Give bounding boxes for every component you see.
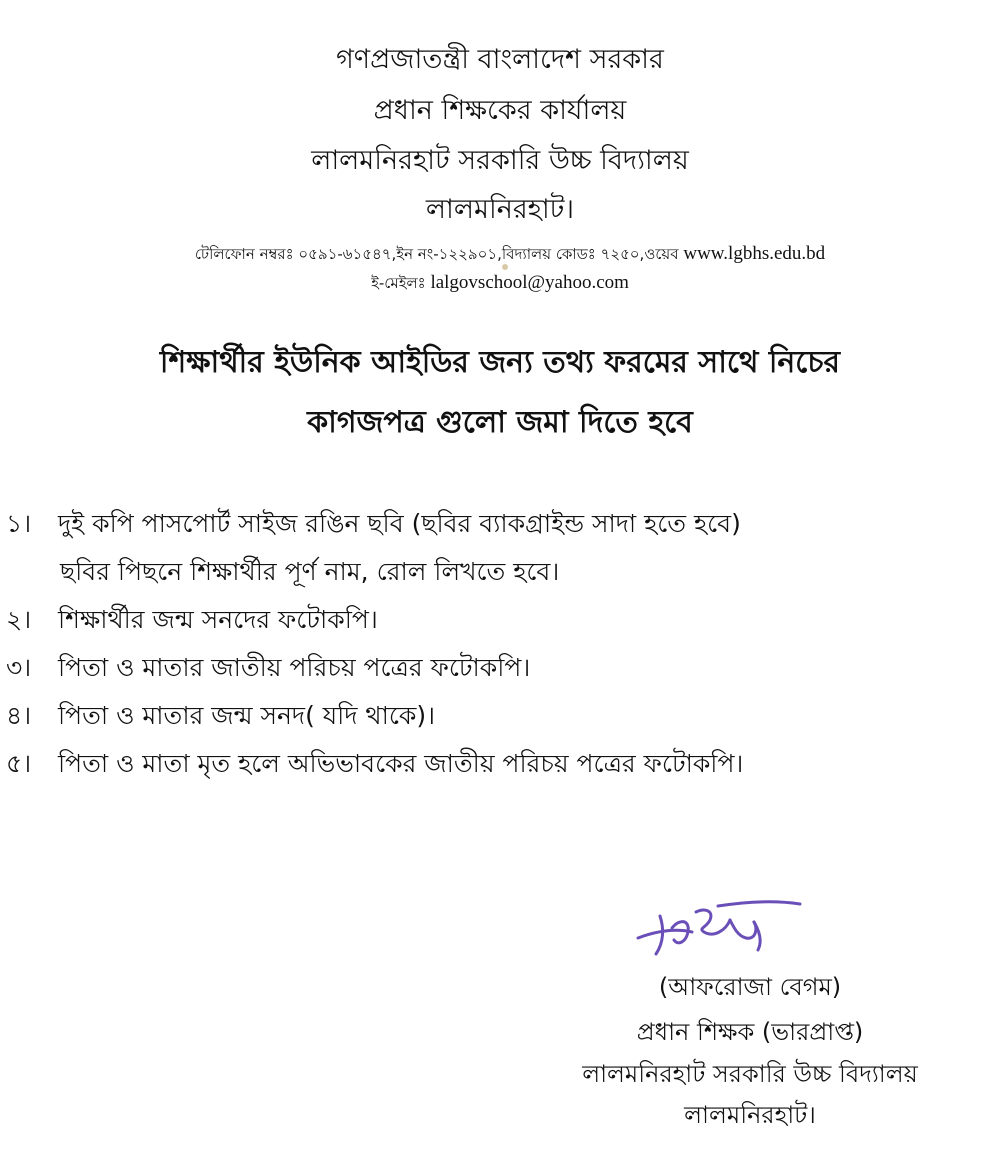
item-text: পিতা ও মাতা মৃত হলে অভিভাবকের জাতীয় পরিচয় পত্রের ফটোকপি। bbox=[58, 749, 744, 778]
email-label: ই-মেইলঃ bbox=[371, 274, 431, 292]
email-link[interactable]: lalgovschool@yahoo.com bbox=[430, 272, 629, 293]
item-number: ২। bbox=[6, 605, 32, 634]
list-item bbox=[6, 740, 996, 788]
email-line bbox=[0, 272, 1000, 294]
list-item bbox=[6, 500, 996, 548]
item-number: ৩। bbox=[6, 653, 32, 682]
list-item bbox=[6, 644, 996, 692]
contact-line bbox=[10, 243, 1000, 265]
item-text: শিক্ষার্থীর জন্ম সনদের ফটোকপি। bbox=[58, 605, 378, 634]
list-item-continuation: ছবির পিছনে শিক্ষার্থীর পূর্ণ নাম, রোল লিখতে হবে। bbox=[60, 557, 560, 586]
item-text: পিতা ও মাতার জাতীয় পরিচয় পত্রের ফটোকপি। bbox=[58, 653, 531, 682]
header-office: প্রধান শিক্ষকের কার্যালয় bbox=[373, 95, 627, 126]
list-item bbox=[6, 692, 996, 740]
header-school-name: লালমনিরহাট সরকারি উচ্চ বিদ্যালয় bbox=[311, 145, 689, 176]
signatory-designation: প্রধান শিক্ষক (ভারপ্রাপ্ত) bbox=[636, 1018, 864, 1046]
item-number: ৫। bbox=[6, 749, 32, 778]
signatory-name: (আফরোজা বেগম) bbox=[658, 973, 842, 1001]
signatory-school: লালমনিরহাট সরকারি উচ্চ বিদ্যালয় bbox=[582, 1060, 918, 1088]
header-government: গণপ্রজাতন্ত্রী বাংলাদেশ সরকার bbox=[336, 44, 664, 75]
item-number: ৪। bbox=[6, 701, 32, 730]
item-text: পিতা ও মাতার জন্ম সনদ( যদি থাকে)। bbox=[58, 701, 436, 730]
website-link[interactable]: www.lgbhs.edu.bd bbox=[683, 243, 826, 264]
signature-icon bbox=[634, 898, 804, 960]
notice-title-line-1: শিক্ষার্থীর ইউনিক আইডির জন্য তথ্য ফরমের সাথে নিচের bbox=[159, 345, 841, 380]
header-location: লালমনিরহাট। bbox=[425, 194, 575, 225]
contact-details: টেলিফোন নম্বরঃ ০৫৯১-৬১৫৪৭,ইন নং-১২২৯০১,বিদ্যালয় কোডঃ ৭২৫০,ওয়েব bbox=[194, 245, 684, 263]
list-item bbox=[6, 596, 996, 644]
item-text: দুই কপি পাসপোর্ট সাইজ রঙিন ছবি (ছবির ব্যাকগ্রাইন্ড সাদা হতে হবে) bbox=[58, 509, 741, 538]
signatory-place: লালমনিরহাট। bbox=[684, 1101, 816, 1129]
item-number: ১। bbox=[6, 509, 32, 538]
required-documents-list bbox=[6, 500, 996, 788]
notice-title-line-2: কাগজপত্র গুলো জমা দিতে হবে bbox=[307, 405, 693, 440]
